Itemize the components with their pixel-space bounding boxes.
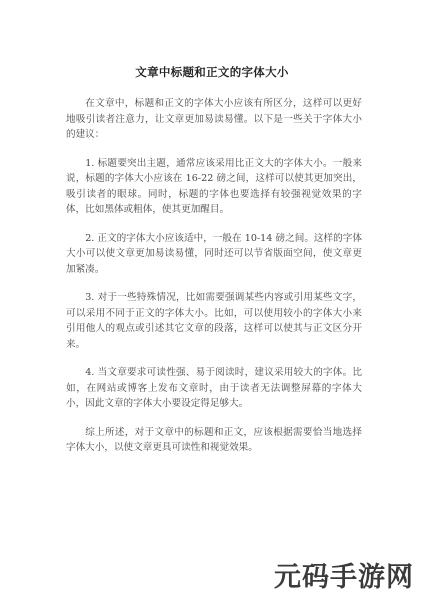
article-body — [66, 96, 362, 469]
paragraph-3: 3. 对于一些特殊情况，比如需要强调某些内容或引用某些文字，可以采用不同于正文的字体大小。比如，可以使用较小的字体大小来引用他人的观点或引述其它文章的段落，这样可以使其与正文区分开来。 — [66, 292, 362, 350]
paragraph-2: 2. 正文的字体大小应该适中，一般在 10-14 磅之间。这样的字体大小可以使文章更加易读易懂，同时还可以节省版面空间，使文章更加紧凑。 — [66, 232, 362, 275]
site-watermark: 元码手游网 — [274, 562, 414, 593]
intro-paragraph: 在文章中，标题和正文的字体大小应该有所区分，这样可以更好地吸引读者注意力，让文章更加易读易懂。以下是一些关于字体大小的建议： — [66, 98, 362, 140]
paragraph-4: 4. 当文章要求可读性强、易于阅读时，建议采用较大的字体。比如，在网站或博客上发布文章时，由于读者无法调整屏幕的字体大小，因此文章的字体大小要设定得足够大。 — [66, 367, 362, 409]
page-title: 文章中标题和正文的字体大小 — [135, 65, 289, 79]
paragraph-1: 1. 标题要突出主题，通常应该采用比正文大的字体大小。一般来说，标题的字体大小应该在 16-22 磅之间，这样可以使其更加突出，吸引读者的眼球。同时，标题的字体也要选择有较强视觉效果的字体，比如黑体或粗体，使其更加醒目。 — [66, 157, 362, 215]
conclusion-paragraph: 综上所述，对于文章中的标题和正文，应该根据需要恰当地选择字体大小，以使文章更具可读性和视觉效果。 — [66, 426, 362, 453]
